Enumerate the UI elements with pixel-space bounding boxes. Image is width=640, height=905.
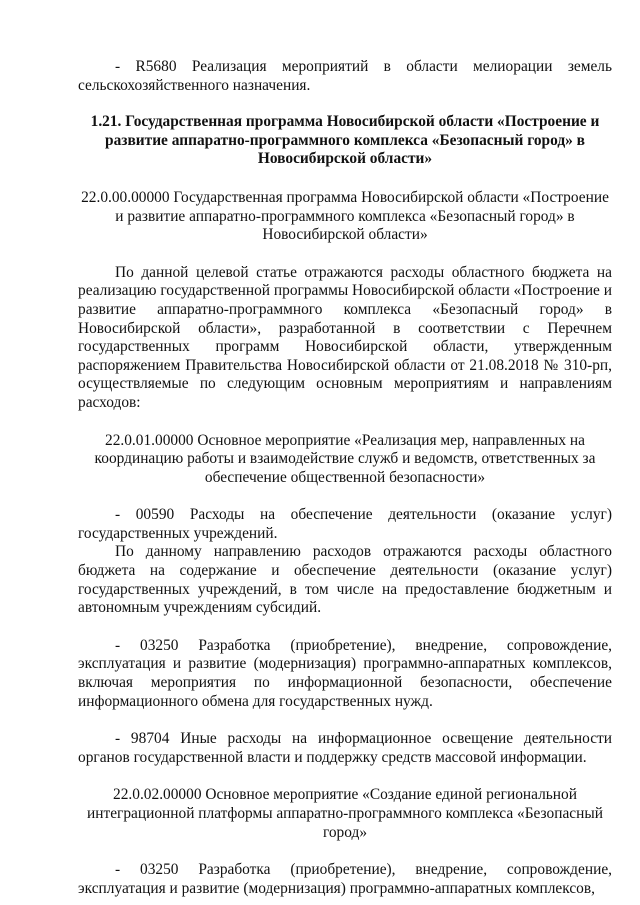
main-event-2-title: 22.0.02.00000 Основное мероприятие «Создание единой региональной интеграционной платформы аппаратно-программного комплекса «Безопасный город» xyxy=(87,786,603,841)
section-title: 1.21. Государственная программа Новосибирской области «Построение и развитие аппаратно-программного комплекса «Безопасный город» в Новосибирской области» xyxy=(90,113,600,168)
program-code-title: 22.0.00.00000 Государственная программа Новосибирской области «Построение и развитие аппаратно-программного комплекса «Безопасный город» в Новосибирской области» xyxy=(81,188,609,244)
budget-item-03250-second: - 03250 Разработка (приобретение), внедрение, сопровождение, эксплуатация и развитие (модернизация) программно-аппаратных комплексов, xyxy=(78,861,612,897)
budget-item-98704: - 98704 Иные расходы на информационное освещение деятельности органов государственной власти и поддержку средств массовой информации. xyxy=(78,730,612,766)
main-event-1-title: 22.0.01.00000 Основное мероприятие «Реализация мер, направленных на координацию работы и взаимодействие служб и ведомств, ответственных за обеспечение общественной безопасности» xyxy=(94,431,596,486)
document-body xyxy=(78,58,612,898)
budget-item-r5680: - R5680 Реализация мероприятий в области мелиорации земель сельскохозяйственного назначения. xyxy=(78,58,612,94)
budget-item-03250: - 03250 Разработка (приобретение), внедрение, сопровождение, эксплуатация и развитие (модернизация) программно-аппаратных комплексов, включая мероприятия по информационной безопасности, обеспечение информационного обмена для государственных нужд. xyxy=(78,636,612,710)
budget-item-00590-description: По данному направлению расходов отражаются расходы областного бюджета на содержание и обеспечение деятельности (оказание услуг) государственных учреждений, в том числе на предоставление бюджетным и автономным учреждениям субсидий. xyxy=(78,543,612,617)
budget-item-00590: - 00590 Расходы на обеспечение деятельности (оказание услуг) государственных учреждений. xyxy=(78,506,612,542)
intro-paragraph: По данной целевой статье отражаются расходы областного бюджета на реализацию государственной программы Новосибирской области «Построение и развитие аппаратно-программного комплекса «Безопасный город» в Новосибирской области», разработанной в соответствии с Перечнем государственных программ Новосибирской области, утвержденным распоряжением Правительства Новосибирской области от 21.08.2018 № 310-рп, осуществляемые по следующим основным мероприятиям и направлениям расходов: xyxy=(78,263,612,411)
